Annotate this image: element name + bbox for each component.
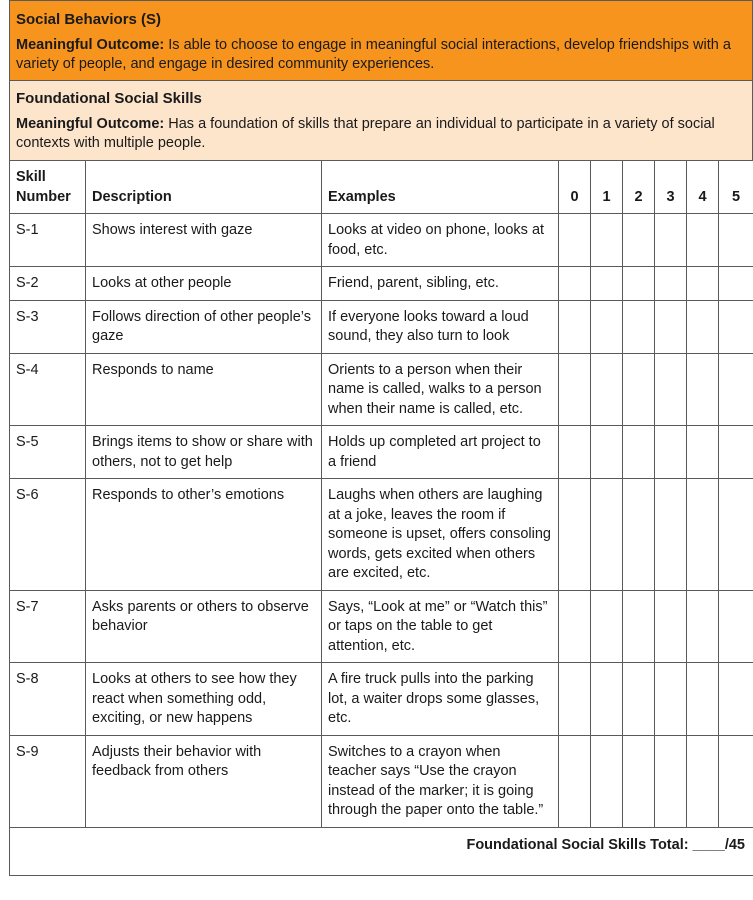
skill-examples: Says, “Look at me” or “Watch this” or taps on the table to get attention, etc. (322, 590, 559, 663)
subsection-outcome-text: Has a foundation of skills that prepare an individual to participate in a variety of social contexts with multiple people. (16, 116, 715, 151)
skill-examples: Looks at video on phone, looks at food, etc. (322, 214, 559, 267)
skill-examples: Laughs when others are laughing at a joke, leaves the room if someone is upset, offers consoling words, gets excited when others are excited, etc. (322, 479, 559, 591)
skill-number: S-3 (10, 300, 86, 353)
score-cell-4[interactable] (687, 300, 719, 353)
skill-number: S-4 (10, 353, 86, 426)
score-cell-2[interactable] (623, 426, 655, 479)
score-cell-0[interactable] (559, 426, 591, 479)
score-cell-0[interactable] (559, 663, 591, 736)
score-cell-2[interactable] (623, 663, 655, 736)
section-outcome (16, 36, 746, 74)
score-cell-0[interactable] (559, 590, 591, 663)
score-cell-2[interactable] (623, 479, 655, 591)
table-row (10, 479, 753, 591)
score-cell-3[interactable] (655, 479, 687, 591)
score-cell-2[interactable] (623, 267, 655, 301)
score-cell-4[interactable] (687, 735, 719, 827)
score-cell-3[interactable] (655, 426, 687, 479)
skill-description: Brings items to show or share with others, not to get help (86, 426, 322, 479)
score-cell-5[interactable] (719, 267, 753, 301)
header-score-1: 1 (591, 161, 623, 214)
score-cell-1[interactable] (591, 663, 623, 736)
header-score-4: 4 (687, 161, 719, 214)
score-cell-2[interactable] (623, 590, 655, 663)
skill-examples: Orients to a person when their name is called, walks to a person when their name is called, etc. (322, 353, 559, 426)
header-skill-number: Skill Number (10, 161, 86, 214)
header-score-0: 0 (559, 161, 591, 214)
assessment-page (9, 0, 753, 876)
subsection-outcome (16, 115, 746, 153)
section-outcome-text: Is able to choose to engage in meaningful social interactions, develop friendships with a variety of people, and engage in desired community experiences. (16, 37, 731, 72)
skills-table (9, 160, 753, 876)
skill-number: S-8 (10, 663, 86, 736)
score-cell-0[interactable] (559, 214, 591, 267)
header-score-3: 3 (655, 161, 687, 214)
header-score-5: 5 (719, 161, 753, 214)
table-row (10, 590, 753, 663)
score-cell-1[interactable] (591, 590, 623, 663)
skill-description: Adjusts their behavior with feedback from others (86, 735, 322, 827)
score-cell-0[interactable] (559, 267, 591, 301)
score-cell-4[interactable] (687, 353, 719, 426)
subsection-outcome-label: Meaningful Outcome: (16, 116, 165, 132)
score-cell-4[interactable] (687, 214, 719, 267)
score-cell-5[interactable] (719, 353, 753, 426)
score-cell-1[interactable] (591, 214, 623, 267)
score-cell-2[interactable] (623, 353, 655, 426)
table-row (10, 735, 753, 827)
subsection-header (9, 80, 753, 160)
table-row (10, 300, 753, 353)
skill-number: S-5 (10, 426, 86, 479)
score-cell-4[interactable] (687, 479, 719, 591)
skill-examples: Holds up completed art project to a friend (322, 426, 559, 479)
score-cell-4[interactable] (687, 267, 719, 301)
skill-number: S-2 (10, 267, 86, 301)
score-cell-5[interactable] (719, 663, 753, 736)
score-cell-0[interactable] (559, 479, 591, 591)
header-examples: Examples (322, 161, 559, 214)
score-cell-1[interactable] (591, 479, 623, 591)
header-score-2: 2 (623, 161, 655, 214)
skill-description: Looks at others to see how they react when something odd, exciting, or new happens (86, 663, 322, 736)
score-cell-5[interactable] (719, 426, 753, 479)
score-cell-3[interactable] (655, 353, 687, 426)
skill-examples: A fire truck pulls into the parking lot, a waiter drops some glasses, etc. (322, 663, 559, 736)
skill-description: Shows interest with gaze (86, 214, 322, 267)
table-row (10, 353, 753, 426)
skill-number: S-7 (10, 590, 86, 663)
skill-description: Responds to name (86, 353, 322, 426)
score-cell-0[interactable] (559, 353, 591, 426)
skill-number: S-9 (10, 735, 86, 827)
score-cell-4[interactable] (687, 590, 719, 663)
score-cell-5[interactable] (719, 735, 753, 827)
skill-description: Follows direction of other people’s gaze (86, 300, 322, 353)
skill-description: Asks parents or others to observe behavior (86, 590, 322, 663)
score-cell-2[interactable] (623, 735, 655, 827)
score-cell-3[interactable] (655, 267, 687, 301)
score-cell-1[interactable] (591, 426, 623, 479)
score-cell-5[interactable] (719, 590, 753, 663)
score-cell-3[interactable] (655, 300, 687, 353)
score-cell-3[interactable] (655, 214, 687, 267)
score-cell-5[interactable] (719, 300, 753, 353)
score-cell-1[interactable] (591, 353, 623, 426)
score-cell-0[interactable] (559, 735, 591, 827)
score-cell-1[interactable] (591, 267, 623, 301)
header-description: Description (86, 161, 322, 214)
section-total[interactable]: Foundational Social Skills Total: ____/45 (10, 827, 753, 876)
table-row (10, 663, 753, 736)
skill-examples: Switches to a crayon when teacher says “Use the crayon instead of the marker; it is going through the paper onto the table.” (322, 735, 559, 827)
score-cell-3[interactable] (655, 735, 687, 827)
section-outcome-label: Meaningful Outcome: (16, 37, 165, 53)
skill-examples: If everyone looks toward a loud sound, they also turn to look (322, 300, 559, 353)
total-row (10, 827, 753, 876)
section-title: Social Behaviors (S) (16, 11, 162, 28)
table-row (10, 267, 753, 301)
skill-description: Responds to other’s emotions (86, 479, 322, 591)
score-cell-0[interactable] (559, 300, 591, 353)
skill-examples: Friend, parent, sibling, etc. (322, 267, 559, 301)
score-cell-4[interactable] (687, 426, 719, 479)
table-row (10, 426, 753, 479)
table-header-row (10, 161, 753, 214)
score-cell-5[interactable] (719, 479, 753, 591)
score-cell-2[interactable] (623, 214, 655, 267)
skill-description: Looks at other people (86, 267, 322, 301)
skill-number: S-1 (10, 214, 86, 267)
score-cell-5[interactable] (719, 214, 753, 267)
skill-number: S-6 (10, 479, 86, 591)
section-header (9, 0, 753, 80)
score-cell-2[interactable] (623, 300, 655, 353)
subsection-title: Foundational Social Skills (16, 90, 202, 107)
score-cell-3[interactable] (655, 590, 687, 663)
score-cell-4[interactable] (687, 663, 719, 736)
table-row (10, 214, 753, 267)
score-cell-1[interactable] (591, 735, 623, 827)
score-cell-3[interactable] (655, 663, 687, 736)
score-cell-1[interactable] (591, 300, 623, 353)
